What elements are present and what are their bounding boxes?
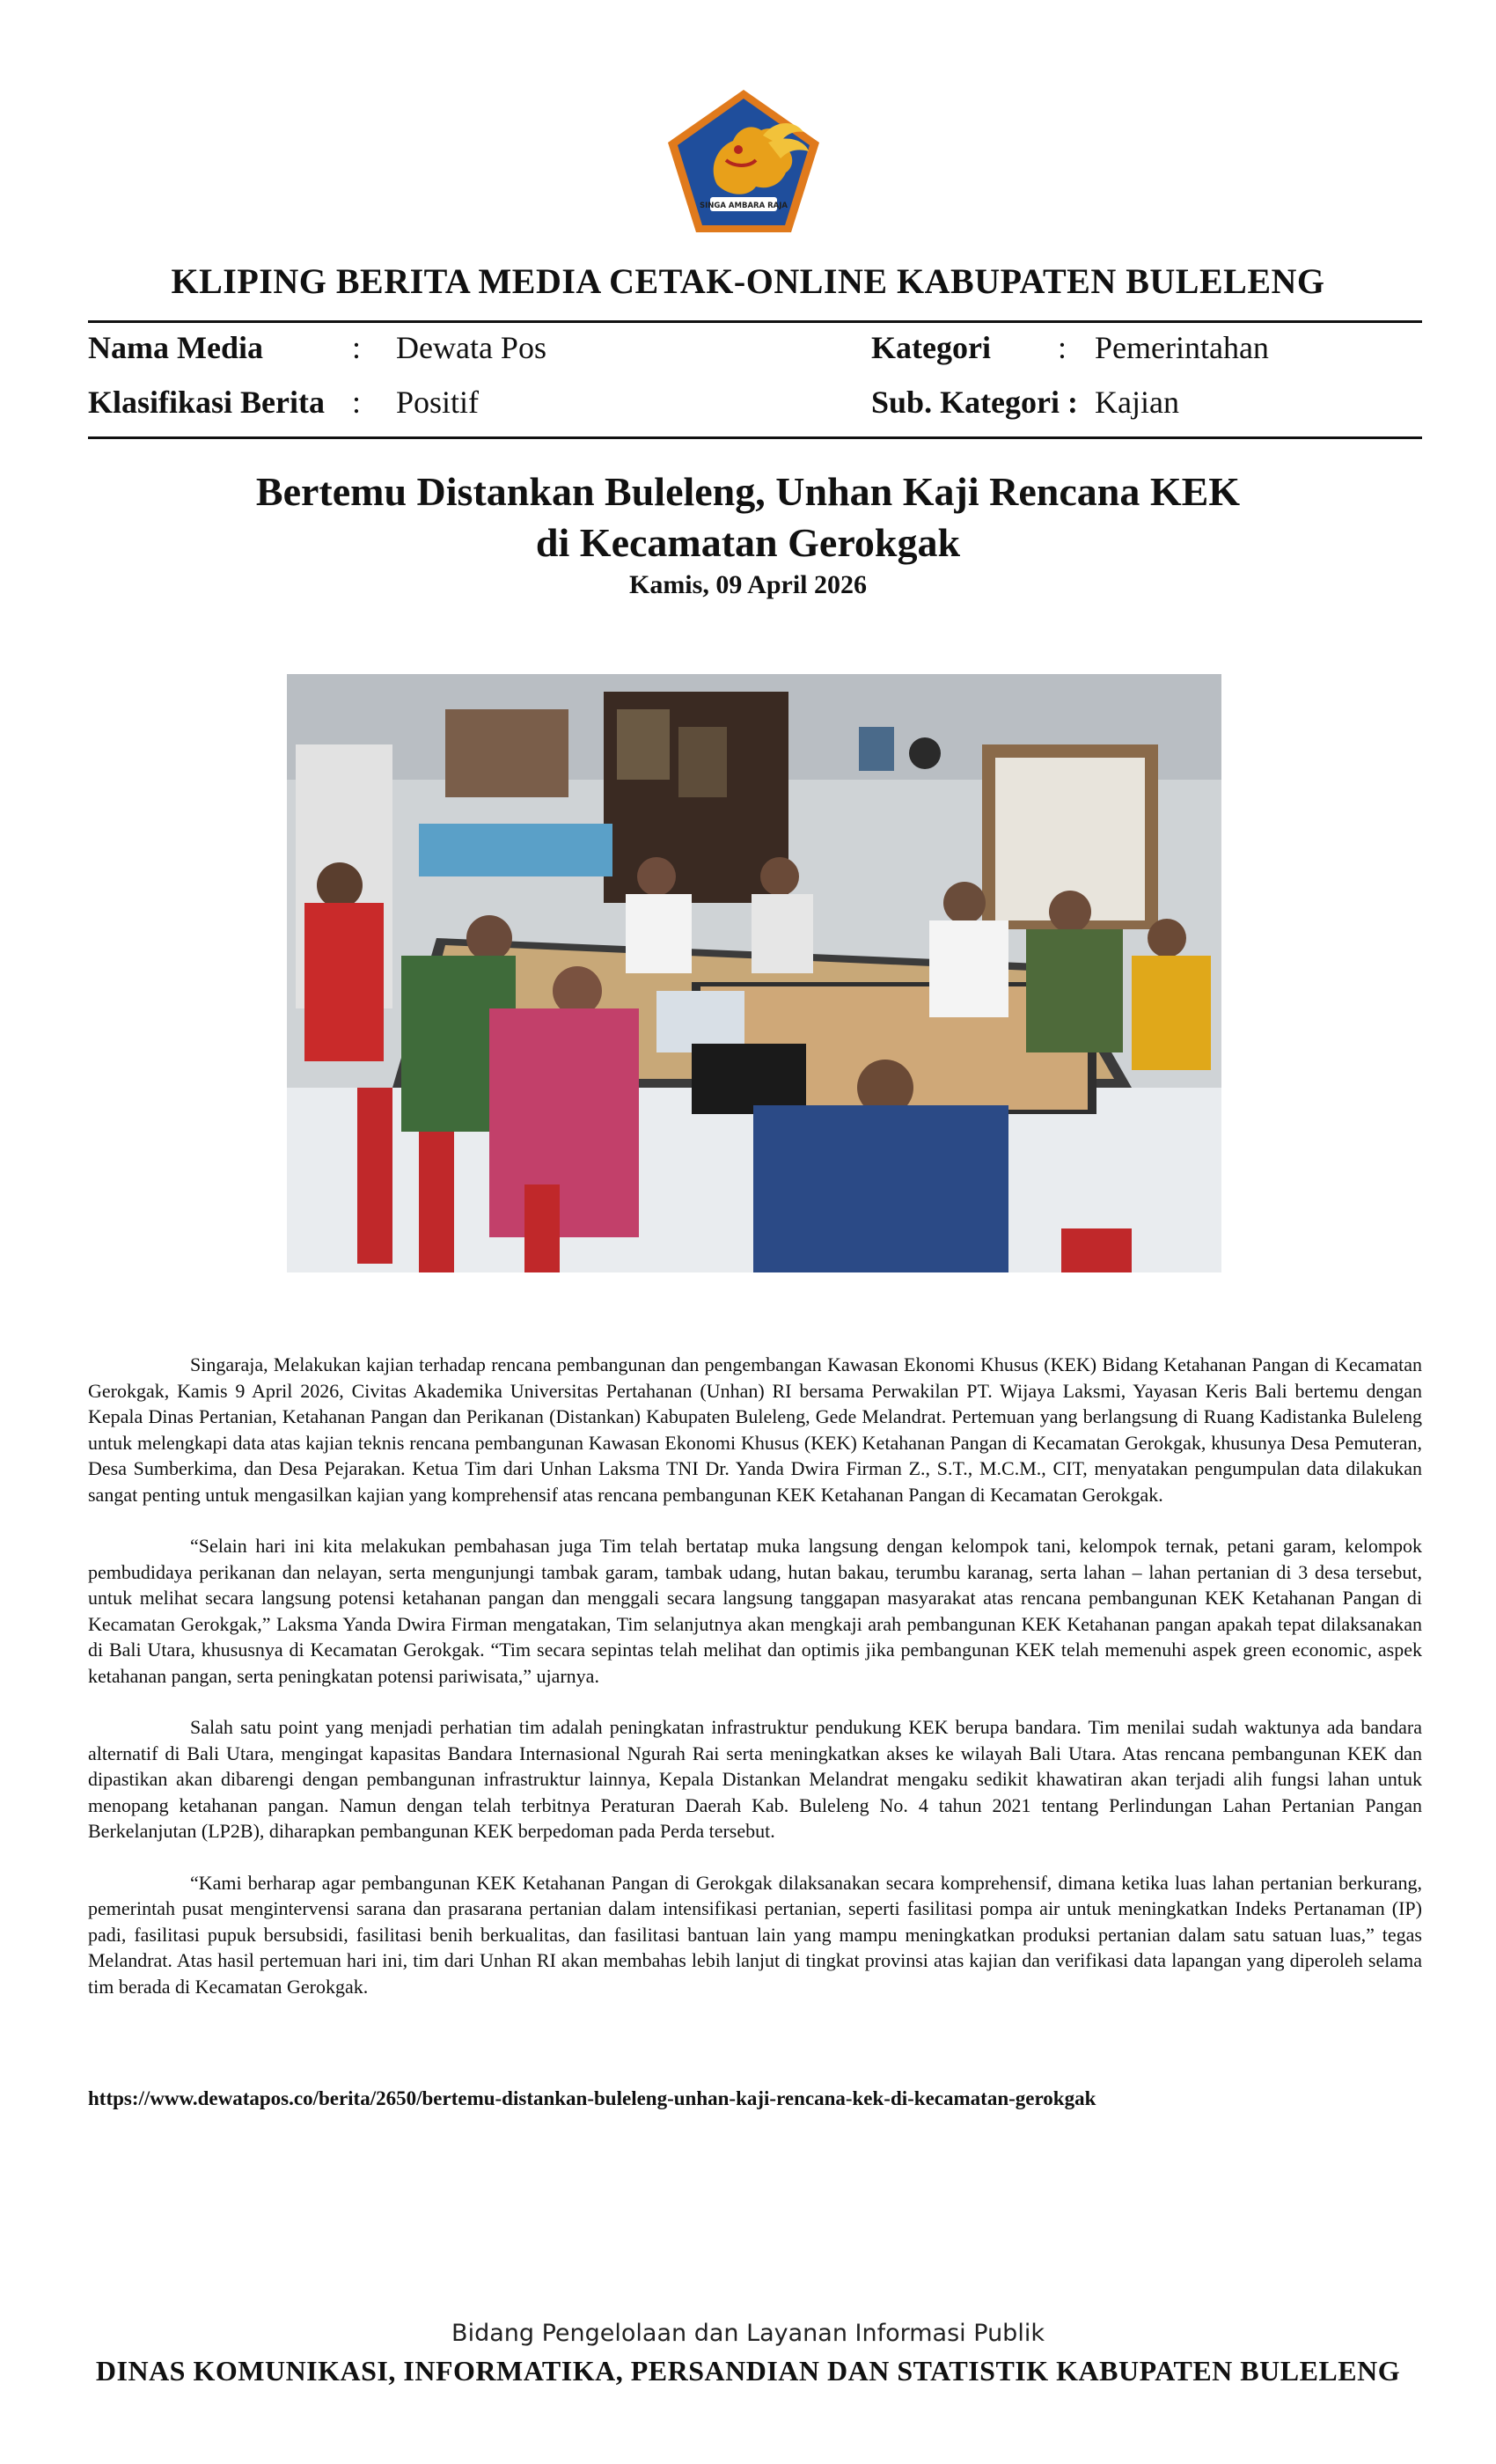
classification-colon: : <box>352 385 362 420</box>
classification-value: Positif <box>396 385 480 420</box>
regency-logo <box>664 86 823 236</box>
footer-agency: DINAS KOMUNIKASI, INFORMATIKA, PERSANDIAN DAN STATISTIK KABUPATEN BULELENG <box>95 2355 1401 2387</box>
meeting-photo <box>287 674 1221 1272</box>
media-label: Nama Media <box>88 330 263 365</box>
article-paragraph: Salah satu point yang menjadi perhatian tim adalah peningkatan infrastruktur pendukung KEK berupa bandara. Tim menilai sudah waktunya ada bandara alternatif di Bali Utara, mengingat kapasitas Bandara Internasional Ngurah Rai serta meningkatkan akses ke wilayah Bali Utara. Atas rencana pembangunan KEK dan dipastikan akan dibarengi dengan pembangunan infrastruktur lainnya, Kepala Distankan Melandrat mengaku sedikit khawatiran akan terjadi alih fungsi lahan untuk menopang ketahanan pangan. Namun dengan telah terbitnya Peraturan Daerah Kab. Buleleng No. 4 tahun 2021 tentang Perlindungan Lahan Pertanian Pangan Berkelanjutan (LP2B), diharapkan pembangunan KEK berpedoman pada Perda tersebut. <box>88 1716 1422 1842</box>
metadata-row-classification <box>88 384 1422 431</box>
metadata-row-media <box>88 329 1422 377</box>
article-title-line1: Bertemu Distankan Buleleng, Unhan Kaji Rencana KEK <box>255 469 1241 514</box>
subcategory-value: Kajian <box>1095 385 1179 420</box>
footer-division: Bidang Pengelolaan dan Layanan Informasi Publik <box>451 2320 1045 2347</box>
logo-motto: SINGA AMBARA RAJA <box>700 202 788 210</box>
document-header-title: KLIPING BERITA MEDIA CETAK-ONLINE KABUPATEN BULELENG <box>171 261 1325 301</box>
category-colon: : <box>1058 330 1067 365</box>
article-title-line2: di Kecamatan Gerokgak <box>535 520 961 565</box>
article-paragraph: Singaraja, Melakukan kajian terhadap rencana pembangunan dan pengembangan Kawasan Ekonomi Khusus (KEK) Bidang Ketahanan Pangan di Kecamatan Gerokgak, Kamis 9 April 2026, Civitas Akademika Universitas Pertahanan (Unhan) RI bersama Perwakilan PT. Wijaya Laksmi, Yayasan Keris Bali bertemu dengan Kepala Dinas Pertanian, Ketahanan Pangan dan Perikanan (Distankan) Kabupaten Buleleng, Gede Melandrat. Pertemuan yang berlangsung di Ruang Kadistanka Buleleng untuk melengkapi data atas kajian teknis rencana pembangunan Kawasan Ekonomi Khusus (KEK) Ketahanan Pangan di Kecamatan Gerokgak, khusunya Desa Pemuteran, Desa Sumberkima, dan Desa Pejarakan. Ketua Tim dari Unhan Laksma TNI Dr. Yanda Dwira Firman Z., S.T., M.C.M., CIT, menyatakan pengumpulan data dilakukan sangat penting untuk mengasilkan kajian yang komprehensif atas rencana pembangunan KEK Ketahanan Pangan di Kecamatan Gerokgak. <box>88 1353 1422 1506</box>
classification-label: Klasifikasi Berita <box>88 385 325 420</box>
source-link[interactable]: https://www.dewatapos.co/berita/2650/bertemu-distankan-buleleng-unhan-kaji-rencana-kek-di-kecamatan-gerokgak <box>88 2087 1096 2109</box>
metadata-block <box>88 322 1422 435</box>
article-paragraph: “Kami berharap agar pembangunan KEK Ketahanan Pangan di Gerokgak dilaksanakan secara komprehensif, dimana ketika luas lahan pertanian berkurang, pemerintah pusat mengintervensi sarana dan prasarana pertanian dalam intensifikasi pertanian, seperti fasilitasi pompa air untuk meningkatkan Indeks Pertanaman (IP) padi, fasilitasi pupuk bersubsidi, fasilitasi benih berkualitas, dan fasilitasi bantuan lain yang mampu meningkatkan produksi pertanian dalam satu satuan luas,” tegas Melandrat. Atas hasil pertemuan hari ini, tim dari Unhan RI akan membahas lebih lanjut di tingkat provinsi atas kajian dan verifikasi data lapangan yang diperoleh selama tim berada di Kecamatan Gerokgak. <box>88 1871 1422 1998</box>
header-rule-bottom <box>88 436 1422 439</box>
article-paragraph: “Selain hari ini kita melakukan pembahasan juga Tim telah bertatap muka langsung dengan kelompok tani, kelompok ternak, petani garam, kelompok pembudidaya perikanan dan nelayan, serta mengunjungi tambak garam, tambak udang, hutan bakau, terumbu karanag, serta lahan – lahan pertanian di 3 desa tersebut, untuk melihat secara langsung potensi ketahanan pangan dan menggali secara langsung tanggapan masyarakat atas rencana pembangunan KEK Ketahanan Pangan di Kecamatan Gerokgak,” Laksma Yanda Dwira Firman mengatakan, Tim selanjutnya akan mengkaji arah pembangunan KEK Ketahanan pangan apakah tepat dilaksanakan di Bali Utara, khususnya di Kecamatan Gerokgak. “Tim secara sepintas telah melihat dan optimis jika pembangunan KEK telah memenuhi aspek green economic, aspek ketahanan pangan, serta peningkatan potensi pariwisata,” ujarnya. <box>88 1535 1422 1687</box>
coat-of-arms-emblem <box>664 86 823 236</box>
subcategory-label: Sub. Kategori : <box>871 385 1079 420</box>
media-value: Dewata Pos <box>396 330 546 365</box>
article-body <box>88 1352 1422 2025</box>
category-value: Pemerintahan <box>1095 330 1269 365</box>
media-colon: : <box>352 330 362 365</box>
category-label: Kategori <box>871 330 991 365</box>
article-date: Kamis, 09 April 2026 <box>628 570 867 599</box>
